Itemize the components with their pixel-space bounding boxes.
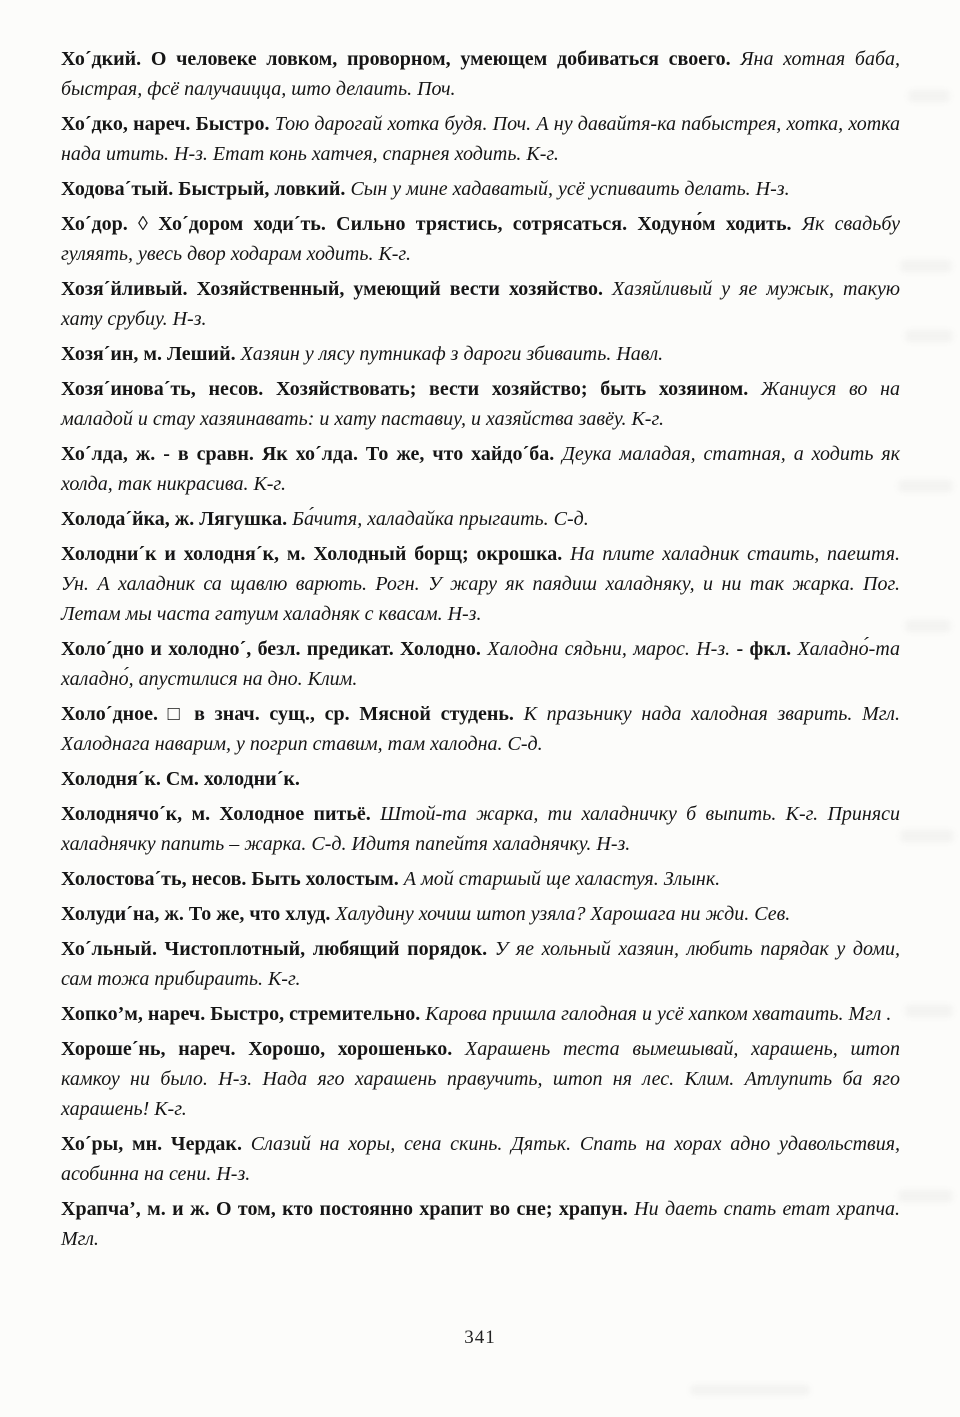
entry-italic-segment: Халадно́-та халадно́, апустилися на дно. Клим. bbox=[61, 638, 901, 690]
entry-bold-segment: Холуди´на, ж. То же, что хлуд. bbox=[61, 903, 331, 925]
entry-bold-segment: Холода´йка, ж. Лягушка. bbox=[61, 508, 288, 530]
dictionary-entry bbox=[61, 339, 900, 369]
dictionary-entry bbox=[61, 1129, 900, 1189]
entry-bold-segment: Хороше´нь, нареч. Хорошо, хорошенько. bbox=[61, 1038, 453, 1060]
entry-bold-segment: Хопко’м, нареч. Быстро, стремительно. bbox=[61, 1003, 421, 1025]
dictionary-entry bbox=[61, 799, 900, 859]
entry-italic-segment: Хазяйливый у яе мужык, такую хату срубиу. Н-з. bbox=[61, 278, 900, 330]
bleedthrough-smudge bbox=[905, 1005, 953, 1017]
dictionary-entry bbox=[61, 439, 900, 499]
entry-bold-segment: Хо´лда, ж. - в сравн. Як хо´лда. То же, что хайдо´ба. bbox=[61, 443, 555, 465]
dictionary-entry bbox=[61, 109, 900, 169]
entry-bold-segment: Хо´дор. ◊ Хо´дором ходи´ть. Сильно трястись, сотрясаться. Ходуно́м ходить. bbox=[61, 213, 792, 235]
entry-bold-segment: Хозя´ин, м. Леший. bbox=[61, 343, 236, 365]
entry-bold-segment: - фкл. bbox=[736, 638, 792, 660]
entry-italic-segment: Штой-та жарка, ти халадничку б выпить. К-г. Приняси халаднячку папить – жарка. С-д. Идитя папейтя халаднячку. Н-з. bbox=[61, 803, 901, 855]
entry-italic-segment: На плите халадник стаить, паештя. Ун. А халадник са щавлю варють. Рогн. У жару як паядиш халадняку, и ни так жарка. Пог. Летам мы часта гатуим халадняк с квасам. Н-з. bbox=[61, 543, 901, 625]
dictionary-entry bbox=[61, 539, 900, 629]
dictionary-entry bbox=[61, 934, 900, 994]
entries-list bbox=[61, 44, 900, 1259]
dictionary-entry bbox=[61, 899, 900, 929]
entry-bold-segment: Хозя´йливый. Хозяйственный, умеющий вести хозяйство. bbox=[61, 278, 603, 300]
entry-italic-segment: К празьнику нада халодная зварить. Мгл. Халоднага наварим, у погрип ставим, там халодна. С-д. bbox=[61, 703, 901, 755]
dictionary-entry bbox=[61, 999, 900, 1029]
entry-italic-segment: У яе хольный хазяин, любить парядак у доми, сам тожа прибираить. К-г. bbox=[61, 938, 900, 990]
entry-bold-segment: Холо´дно и холодно´, безл. предикат. Холодно. bbox=[61, 638, 481, 660]
entry-italic-segment: Жаниуся во на маладой и стау хазяинавать: и хату паставиу, и хазяйства завёу. К-г. bbox=[61, 378, 900, 430]
entry-italic-segment: Ба́читя, халадайка прыгаить. С-д. bbox=[292, 508, 589, 530]
entry-bold-segment: Холо´дное. □ в знач. сущ., ср. Мясной студень. bbox=[61, 703, 514, 725]
entry-bold-segment: Храпча’, м. и ж. О том, кто постоянно храпит во сне; храпун. bbox=[61, 1198, 628, 1220]
entry-italic-segment: Яна хотная баба, быстрая, фсё палучаицца, што делаить. Поч. bbox=[61, 48, 900, 100]
entry-italic-segment: Карова пришла галодная и усё хапком хватаить. Мгл . bbox=[425, 1003, 892, 1025]
bleedthrough-smudge bbox=[900, 830, 954, 842]
entry-bold-segment: Холостова´ть, несов. Быть холостым. bbox=[61, 868, 399, 890]
dictionary-entry bbox=[61, 504, 900, 534]
entry-italic-segment: Харашень теста вымешывай, харашень, штоп камкоу ни было. Н-з. Нада яго харашень правучить, штоп ня лес. Клим. Атлупить ба яго харашень! К-г. bbox=[61, 1038, 900, 1120]
entry-bold-segment: Ходова´тый. Быстрый, ловкий. bbox=[61, 178, 346, 200]
entry-italic-segment: А мой старшый ще халастуя. Злынк. bbox=[403, 868, 721, 890]
bleedthrough-smudge bbox=[900, 260, 952, 272]
entry-bold-segment: Хозя´инова´ть, несов. Хозяйствовать; вести хозяйство; быть хозяином. bbox=[61, 378, 749, 400]
entry-italic-segment: Деука маладая, статная, а ходить як холда, так никрасива. К-г. bbox=[61, 443, 901, 495]
entry-italic-segment: Сын у мине хадаватый, усё успиваить делать. Н-з. bbox=[350, 178, 790, 200]
entry-bold-segment: Хо´дкий. О человеке ловком, проворном, умеющем добиваться своего. bbox=[61, 48, 731, 70]
dictionary-entry bbox=[61, 374, 900, 434]
entry-italic-segment: Ни даеть спать етат храпча. Мгл. bbox=[61, 1198, 900, 1250]
entry-italic-segment: Халудину хочиш штоп узяла? Харошага ни жди. Сев. bbox=[335, 903, 791, 925]
entry-bold-segment: Холоднячо´к, м. Холодное питьё. bbox=[61, 803, 371, 825]
bleedthrough-smudge bbox=[905, 330, 953, 342]
dictionary-entry bbox=[61, 209, 900, 269]
entry-bold-segment: Хо´льный. Чистоплотный, любящий порядок. bbox=[61, 938, 488, 960]
dictionary-entry bbox=[61, 44, 900, 104]
entry-italic-segment: Тою дарогай хотка будя. Поч. А ну давайтя-ка пабыстрея, хотка, хотка нада итить. Н-з. Етат конь хатчея, спарнея ходить. К-г. bbox=[61, 113, 901, 165]
entry-italic-segment: Халодна сядьни, марос. Н-з. bbox=[487, 638, 731, 660]
dictionary-entry bbox=[61, 764, 900, 794]
bleedthrough-smudge bbox=[898, 1190, 953, 1202]
dictionary-entry bbox=[61, 174, 900, 204]
page-number: 341 bbox=[464, 1327, 496, 1348]
bleedthrough-smudge bbox=[905, 620, 951, 632]
dictionary-entry bbox=[61, 864, 900, 894]
entry-bold-segment: Хо´ры, мн. Чердак. bbox=[61, 1133, 242, 1155]
dictionary-entry bbox=[61, 1194, 900, 1254]
dictionary-entry bbox=[61, 634, 900, 694]
dictionary-entry bbox=[61, 1034, 900, 1124]
entry-bold-segment: Холодня´к. См. холодни´к. bbox=[61, 768, 300, 790]
bleedthrough-smudge bbox=[898, 480, 953, 492]
entry-italic-segment: Хазяин у лясу путникаф з дароги збиваить. Навл. bbox=[240, 343, 664, 365]
dictionary-entry bbox=[61, 274, 900, 334]
bleedthrough-smudge bbox=[908, 90, 950, 102]
entry-bold-segment: Хо´дко, нареч. Быстро. bbox=[61, 113, 270, 135]
entry-italic-segment: Слазий на хоры, сена скинь. Дятьк. Спать на хорах адно удавольствия, асобинна на сени. Н-з. bbox=[61, 1133, 900, 1185]
entry-italic-segment: Як свадьбу гуляять, увесь двор ходарам ходить. К-г. bbox=[61, 213, 900, 265]
entry-bold-segment: Холодни´к и холодня´к, м. Холодный борщ; окрошка. bbox=[61, 543, 563, 565]
dictionary-entry bbox=[61, 699, 900, 759]
bleedthrough-smudge bbox=[690, 1385, 810, 1395]
